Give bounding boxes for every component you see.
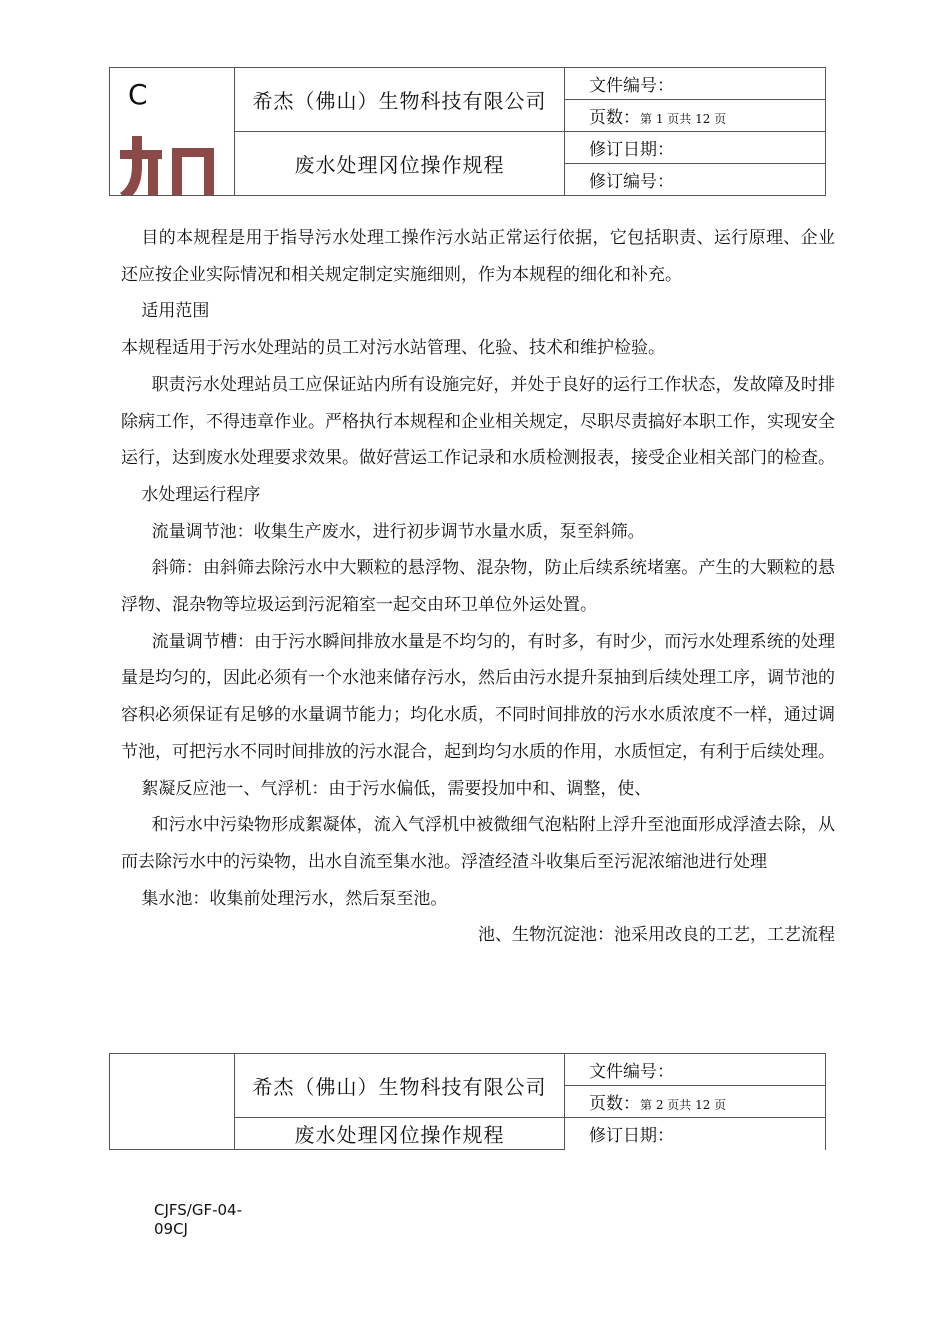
document-header-page2 [109, 1053, 826, 1150]
document-title: 废水处理冈位操作规程 [235, 132, 565, 196]
revision-date-label: 修订日期： [565, 1118, 826, 1150]
logo-cell [110, 1054, 235, 1150]
paragraph-collection-tank: 集水池：收集前处理污水，然后泵至池。 [141, 888, 448, 909]
paragraph-regulating-tank: 流量调节槽：由于污水瞬间排放水量是不均匀的，有时多，有时少，而污水处理系统的处理量是均匀的，因此必须有一个水池来储存污水，然后由污水提升泵抽到后续处理工序，调节池的容积必须保证有足够的水量调节能力；均化水质，不同时间排放的污水水质浓度不一样，通过调节池，可把污水不同时间排放的污水混合，起到均匀水质的作用，水质恒定，有利于后续处理。 [121, 631, 835, 762]
file-number-label: 文件编号： [565, 68, 826, 100]
revision-number-label: 修订编号： [565, 164, 826, 196]
page-count [565, 100, 826, 132]
logo-letter: C [128, 78, 148, 111]
company-logo [110, 68, 235, 196]
page-count-value: 第 1 页共 12 页 [640, 112, 727, 126]
paragraph-duties: 职责污水处理站员工应保证站内所有设施完好，并处于良好的运行工作状态，发故障及时排除病工作，不得违章作业。严格执行本规程和企业相关规定，尽职尽责搞好本职工作，实现安全运行，达到废水处理要求效果。做好营运工作记录和水质检测报表，接受企业相关部门的检查。 [121, 374, 835, 469]
paragraph-purpose: 目的本规程是用于指导污水处理工操作污水站正常运行依据，它包括职责、运行原理、企业还应按企业实际情况和相关规定制定实施细则，作为本规程的细化和补充。 [121, 228, 835, 285]
file-number-label: 文件编号： [565, 1054, 826, 1086]
page-count-value: 第 2 页共 12 页 [640, 1098, 727, 1112]
page-count [565, 1086, 826, 1118]
paragraph-flocculation: 絮凝反应池一、气浮机：由于污水偏低，需要投加中和、调整，使、 [141, 778, 652, 799]
paragraph-flotation: 和污水中污染物形成絮凝体，流入气浮机中被微细气泡粘附上浮升至池面形成浮渣去除，从而去除污水中的污染物，出水自流至集水池。浮渣经渣斗收集后至污泥浓缩池进行处理 [121, 815, 835, 872]
document-header [109, 67, 826, 196]
document-title: 废水处理冈位操作规程 [235, 1118, 565, 1150]
document-code: CJFS/GF-04-09CJ [154, 1201, 243, 1238]
document-body [121, 220, 835, 954]
logo-glyph-icon [118, 134, 218, 196]
heading-procedure: 水处理运行程序 [141, 484, 261, 505]
revision-date-label: 修订日期： [565, 132, 826, 164]
page-count-label: 页数： [589, 1094, 640, 1114]
company-name: 希杰（佛山）生物科技有限公司 [235, 1054, 565, 1118]
paragraph-flow-tank: 流量调节池：收集生产废水，进行初步调节水量水质，泵至斜筛。 [151, 521, 645, 542]
paragraph-scope: 本规程适用于污水处理站的员工对污水站管理、化验、技术和维护检验。 [121, 338, 665, 359]
paragraph-screen: 斜筛：由斜筛去除污水中大颗粒的悬浮物、混杂物，防止后续系统堵塞。产生的大颗粒的悬浮物、混杂物等垃圾运到污泥箱室一起交由环卫单位外运处置。 [121, 558, 835, 616]
paragraph-sedimentation: 池、生物沉淀池：池采用改良的工艺，工艺流程 [478, 925, 835, 946]
heading-scope: 适用范围 [141, 301, 210, 322]
company-name: 希杰（佛山）生物科技有限公司 [235, 68, 565, 132]
page-count-label: 页数： [589, 108, 640, 128]
